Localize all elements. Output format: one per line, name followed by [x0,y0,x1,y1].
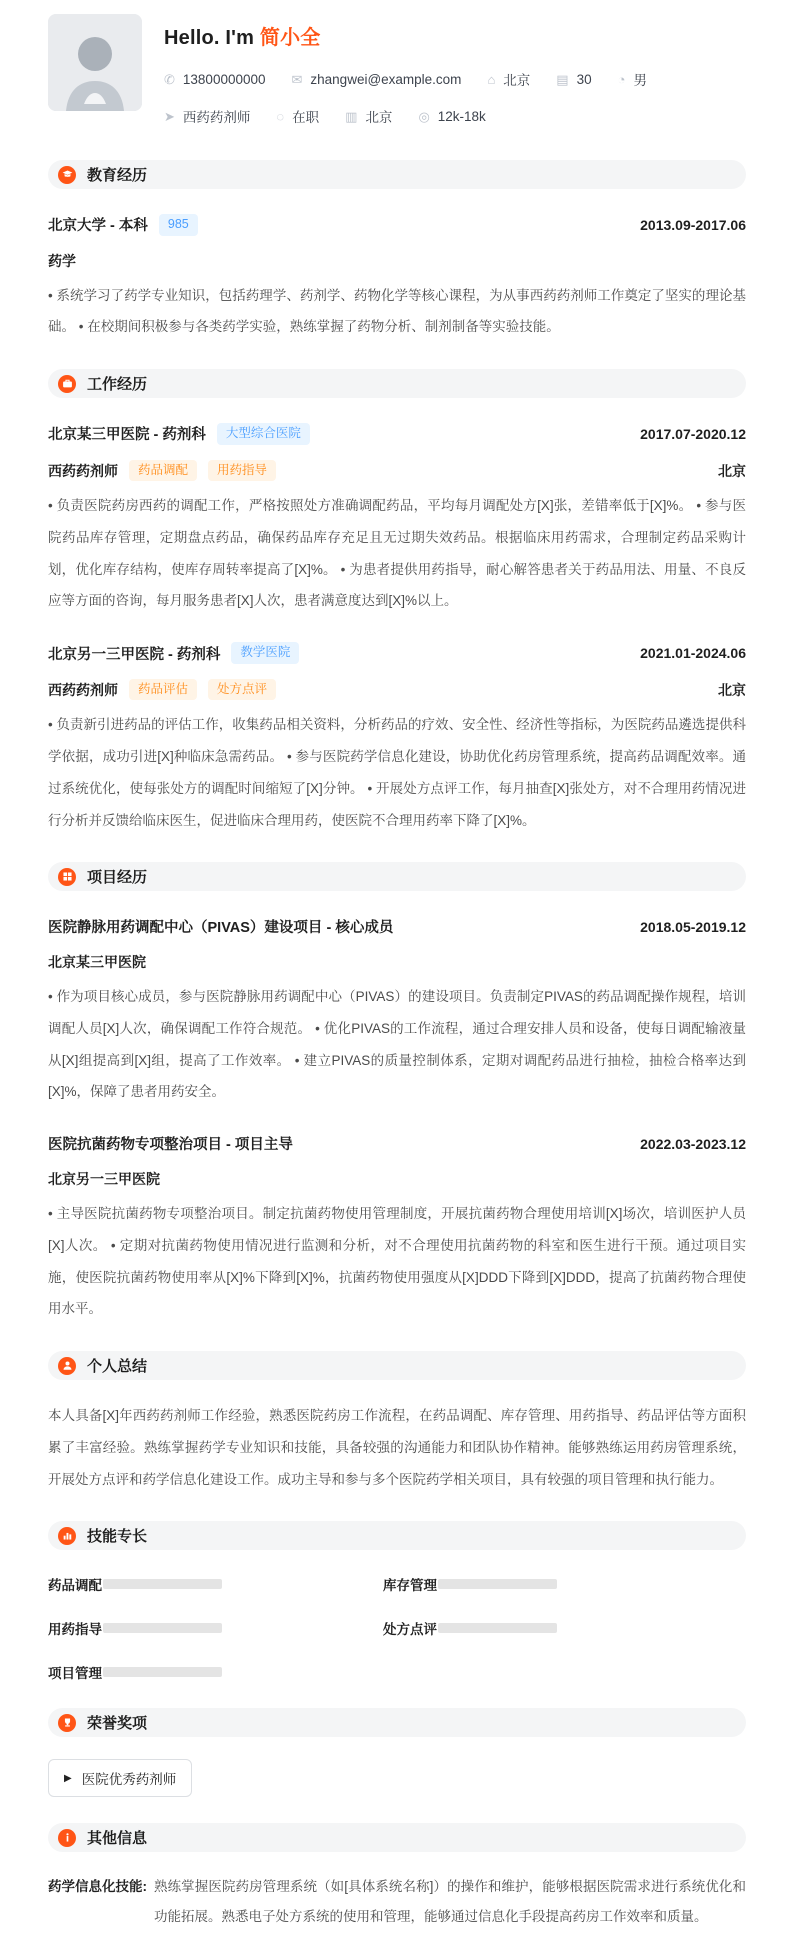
job-company [48,423,310,445]
work-city-item [345,106,392,126]
skill-row [48,1574,383,1594]
home-icon: ⌂ [487,71,496,87]
role-name: 西药药剂师 [48,681,118,698]
skill-bar [103,1667,222,1677]
skill-row [383,1574,746,1594]
age-item [556,72,591,87]
company-name: 北京另一三甲医院 - 药剂科 [48,646,221,663]
job-title-value: 西药药剂师 [182,110,251,125]
skill-row [383,1618,746,1638]
skills-grid [48,1550,746,1682]
status-value: 在职 [292,110,320,125]
job-location: 北京 [718,462,746,479]
skill-bar [438,1579,557,1589]
job-company [48,642,299,664]
section-title-work: 工作经历 [87,376,148,394]
email-item [292,72,462,87]
education-item-head [48,214,746,236]
school-name: 北京大学 - 本科 [48,218,148,235]
page-title [164,21,647,50]
job-title-icon: ➤ [164,108,175,124]
education-major-row [48,251,746,271]
mail-icon: ✉ [291,71,303,87]
section-title-summary: 个人总结 [87,1358,148,1376]
company-tag: 大型综合医院 [217,423,310,445]
section-header-projects [48,862,746,891]
job-item-head [48,642,746,664]
job-item-head [48,423,746,445]
resume-header [48,14,746,126]
other-info-row [48,1872,746,1931]
company-name: 北京某三甲医院 - 药剂科 [48,427,206,444]
section-header-summary [48,1351,746,1380]
other-info-label: 药学信息化技能: [48,1879,147,1895]
education-title [48,214,198,236]
skill-bar [103,1623,222,1633]
summary-text: 本人具备[X]年西药药剂师工作经验，熟悉医院药房工作流程，在药品调配、库存管理、用药指导、药品评估等方面积累了丰富经验。熟练掌握药学专业知识和技能，具备较强的沟通能力和团队协作精神。能够熟练运用药房管理系统，开展处方点评和药学信息化建设工作。成功主导和参与多个医院药学相关项目，具有较强的项目管理和执行能力。 [48,1408,746,1487]
other-info-text: 熟练掌握医院药房管理系统（如[具体系统名称]）的操作和维护，能够根据医院需求进行系统优化和功能拓展。熟悉电子处方系统的使用和管理，能够通过信息化手段提高药房工作效率和质量。 [154,1879,746,1924]
contact-row-1 [164,69,647,89]
job-role-left [48,460,276,482]
section-title-skills: 技能专长 [87,1528,148,1546]
job-desc: • 负责新引进药品的评估工作，收集药品相关资料，分析药品的疗效、安全性、经济性等指标，为医院药品遴选提供科学依据，成功引进[X]种临床急需药品。 • 参与医院药学信息化建设，协助优化药房管理系统，提高药品调配效率。通过系统优化，使每张处方的调配时间缩短了[X]分钟。 • 开展处方点评工作，每月抽查[X]张处方，对不合理用药情况进行分析并反馈给临床医生，促进临床合理用药，使医院不合理用药率下降了[X]%。 [48,717,746,828]
skill-label: 库存管理 [383,1578,437,1594]
project-org-row [48,952,746,972]
honor-label: 医院优秀药剂师 [81,1772,177,1788]
job-role-row [48,679,746,701]
play-triangle-icon: ▶ [64,1772,72,1784]
header-info [164,14,647,126]
gender-value: 男 [633,73,647,88]
section-header-work [48,369,746,398]
trophy-icon [58,1714,76,1732]
status-item [276,106,319,126]
grid-icon [58,868,76,886]
role-tag: 药品评估 [129,679,197,701]
skill-row [48,1662,383,1682]
job-date: 2021.01-2024.06 [640,645,746,661]
education-date: 2013.09-2017.06 [640,216,746,233]
school-tag-985: 985 [159,214,198,236]
job-date: 2017.07-2020.12 [640,425,746,442]
section-title-education: 教育经历 [87,167,148,184]
section-title-projects: 项目经历 [87,869,148,887]
skill-bar [438,1623,557,1633]
project-item-head [48,1133,746,1154]
role-tag: 用药指导 [208,460,276,482]
city-icon: ▥ [345,108,358,124]
honor-chip[interactable] [48,1759,192,1797]
project-org-row [48,1169,746,1189]
home-city-value: 北京 [503,73,531,88]
candidate-name: 简小全 [259,27,321,49]
bar-chart-icon [58,1527,76,1545]
person-icon [58,1357,76,1375]
project-org: 北京某三甲医院 [48,954,146,971]
skill-row [48,1618,383,1638]
phone-value: 13800000000 [182,71,266,87]
project-desc: • 作为项目核心成员，参与医院静脉用药调配中心（PIVAS）的建设项目。负责制定PIVAS的药品调配操作规程，培训调配人员[X]人次，确保调配工作符合规范。 • 优化PIVAS的工作流程，通过合理安排人员和设备，使每日调配输液量从[X]组提高到[X]组，提高了工作效率。 • 建立PIVAS的质量控制体系，定期对调配药品进行抽检，抽检合格率达到[X]%，保障了患者用药安全。 [48,989,746,1100]
skill-bar [103,1579,222,1589]
job-role-left [48,679,276,701]
salary-value: 12k-18k [437,108,486,124]
honors-list [48,1737,746,1797]
project-date: 2018.05-2019.12 [640,918,746,935]
work-city-value: 北京 [365,110,393,125]
salary-item [418,109,485,124]
skill-label: 项目管理 [48,1666,102,1682]
greeting-text: Hello. I'm [164,27,255,49]
job-title-item [164,106,250,126]
age-value: 30 [576,71,592,87]
gender-item [618,69,647,89]
section-title-other: 其他信息 [87,1830,148,1848]
briefcase-icon [58,375,76,393]
major-name: 药学 [48,252,76,269]
project-item-head [48,916,746,937]
status-icon: ◌ [276,108,285,124]
info-icon [58,1829,76,1847]
section-header-education [48,160,746,189]
contact-row-2 [164,106,647,126]
skill-label: 用药指导 [48,1622,102,1638]
email-value: zhangwei@example.com [310,71,462,87]
skill-label: 处方点评 [383,1622,437,1638]
section-title-honors: 荣誉奖项 [87,1715,148,1733]
job-desc: • 负责医院药房西药的调配工作，严格按照处方准确调配药品，平均每月调配处方[X]张，差错率低于[X]%。 • 参与医院药品库存管理，定期盘点药品，确保药品库存充足且无过期失效药品。根据临床用药需求，合理制定药品采购计划，优化库存结构，使库存周转率提高了[X]%。 • 为患者提供用药指导，耐心解答患者关于药品用法、用量、不良反应等方面的咨询，每月服务患者[X]人次，患者满意度达到[X]%以上。 [48,498,747,609]
skill-label: 药品调配 [48,1578,102,1594]
phone-item [164,72,266,87]
phone-icon: ✆ [164,71,175,87]
job-location: 北京 [718,681,746,698]
project-date: 2022.03-2023.12 [640,1135,746,1152]
project-title: 医院抗菌药物专项整治项目 - 项目主导 [48,1137,293,1154]
education-icon [58,166,76,184]
education-desc: • 系统学习了药学专业知识，包括药理学、药剂学、药物化学等核心课程，为从事西药药剂师工作奠定了坚实的理论基础。 • 在校期间积极参与各类药学实验，熟练掌握了药物分析、制剂制备等实验技能。 [48,287,746,335]
gender-icon: ◔ [617,71,626,87]
company-tag: 教学医院 [231,642,299,664]
age-icon: ▤ [556,71,569,87]
section-header-honors [48,1708,746,1737]
home-city-item [487,69,530,89]
project-title: 医院静脉用药调配中心（PIVAS）建设项目 - 核心成员 [48,920,394,937]
job-role-row [48,460,746,482]
role-tag: 药品调配 [129,460,197,482]
role-tag: 处方点评 [208,679,276,701]
section-header-other [48,1823,746,1852]
profile-photo [48,14,142,111]
project-org: 北京另一三甲医院 [48,1171,160,1188]
role-name: 西药药剂师 [48,462,118,479]
portrait-placeholder-icon [48,14,142,111]
salary-icon: ◎ [418,108,430,124]
section-header-skills [48,1521,746,1550]
project-desc: • 主导医院抗菌药物专项整治项目。制定抗菌药物使用管理制度，开展抗菌药物合理使用培训[X]场次，培训医护人员[X]人次。 • 定期对抗菌药物使用情况进行监测和分析，对不合理使用抗菌药物的科室和医生进行干预。通过项目实施，使医院抗菌药物使用率从[X]%下降到[X]%，抗菌药物使用强度从[X]DDD下降到[X]DDD，提高了抗菌药物合理使用水平。 [48,1206,746,1317]
